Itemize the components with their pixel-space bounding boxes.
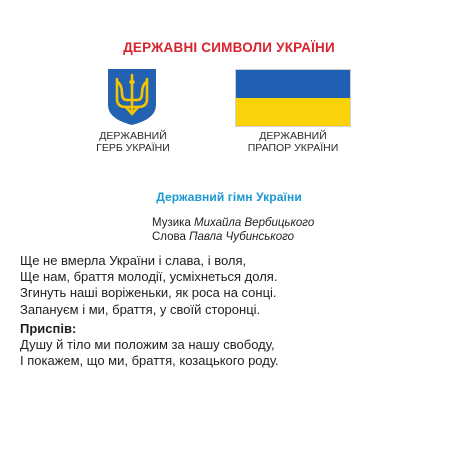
coat-of-arms-caption [82, 130, 184, 154]
anthem-verse [20, 253, 277, 318]
flag-caption [230, 130, 356, 154]
flag-caption-line1: ДЕРЖАВНИЙ [259, 130, 327, 142]
chorus-label: Приспів: [20, 321, 77, 336]
coat-caption-line2: ГЕРБ УКРАЇНИ [96, 142, 170, 154]
words-author-line [152, 230, 314, 244]
coat-caption-line1: ДЕРЖАВНИЙ [99, 130, 167, 142]
music-author-line [152, 216, 314, 230]
anthem-title: Державний гімн України [156, 190, 302, 204]
verse-line: Запануєм і ми, браття, у своїй сторонці. [20, 301, 261, 317]
anthem-chorus [20, 337, 279, 369]
chorus-line: Душу й тіло ми положим за нашу свободу, [20, 337, 275, 352]
flag-yellow-stripe [236, 98, 350, 126]
anthem-authors [152, 216, 314, 244]
flag-blue-stripe [236, 70, 350, 98]
trident-shield-icon [106, 67, 158, 127]
page-title: ДЕРЖАВНІ СИМВОЛИ УКРАЇНИ [123, 40, 335, 55]
verse-line: Згинуть наші воріженьки, як роса на сонці. [20, 285, 277, 301]
words-author: Павла Чубинського [189, 231, 295, 243]
flag-caption-line2: ПРАПОР УКРАЇНИ [247, 142, 339, 154]
ukraine-flag [235, 69, 351, 127]
chorus-line: І покажем, що ми, браття, козацького роду. [20, 353, 279, 369]
music-author: Михайла Вербицького [194, 217, 315, 229]
verse-line: Ще не вмерла України і слава, і воля, [20, 253, 247, 268]
verse-line: Ще нам, браття молодії, усміхнеться доля. [20, 269, 278, 285]
music-prefix: Музика [152, 217, 191, 229]
words-prefix: Слова [152, 231, 186, 243]
